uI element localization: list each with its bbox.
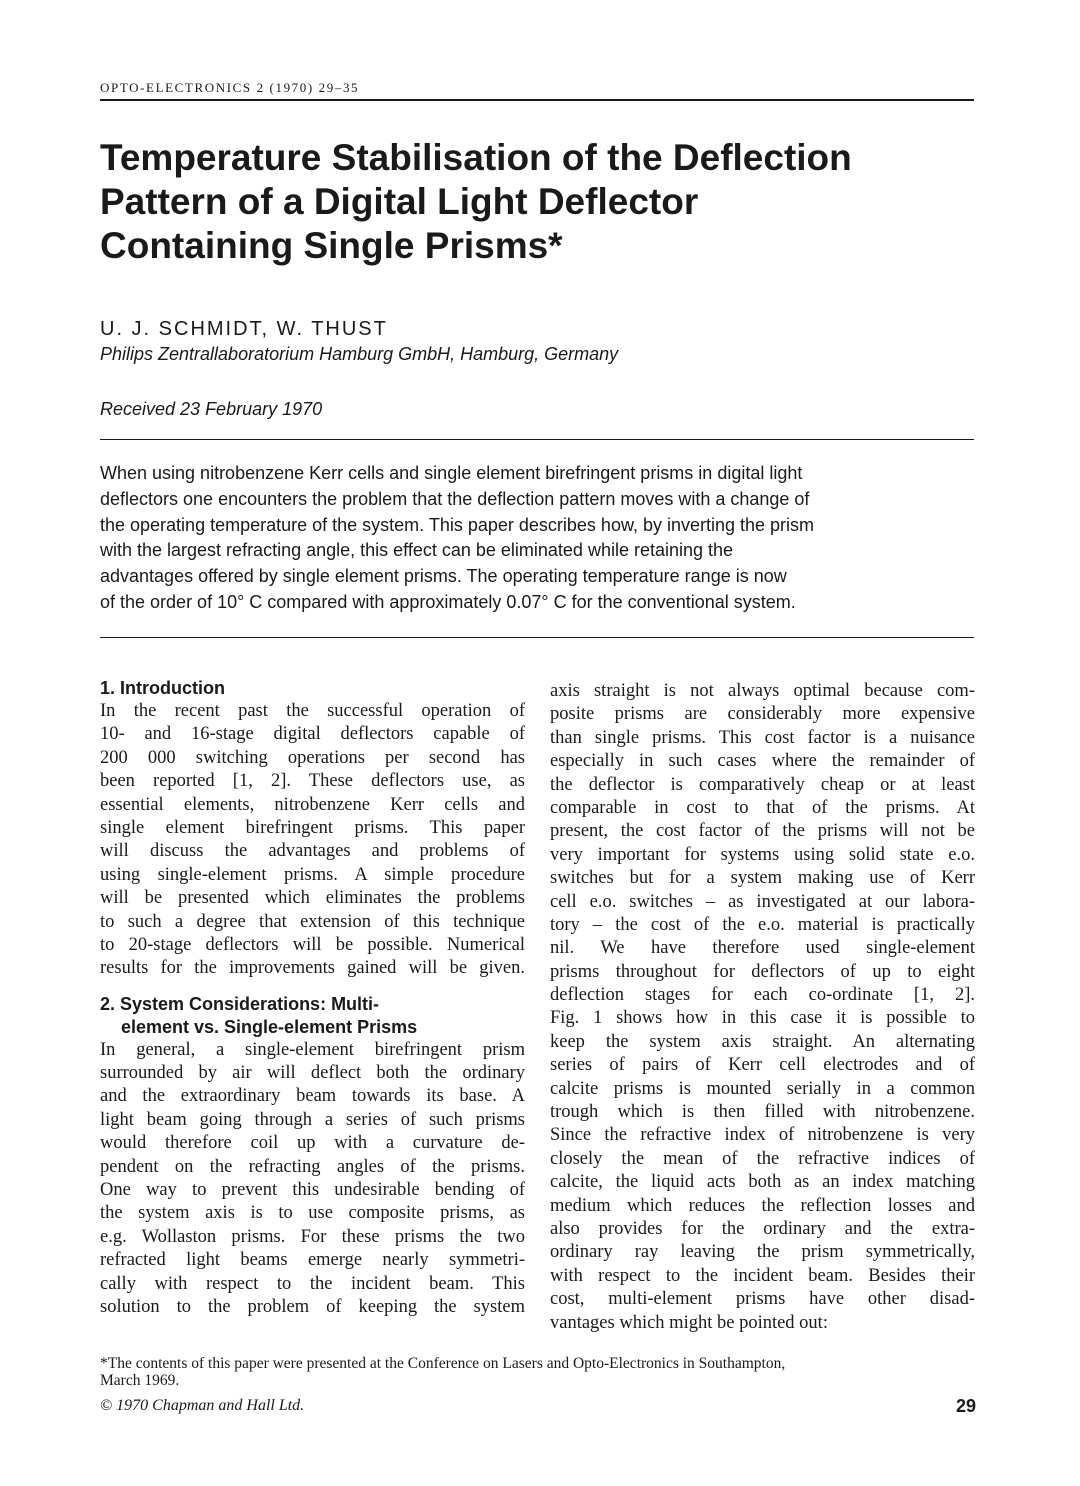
body-line: One way to prevent this undesirable bending of — [100, 1180, 525, 1201]
body-line: to 20-stage deflectors will be possible. Numerical — [100, 934, 525, 955]
body-line: medium which reduces the reflection losses and — [550, 1195, 975, 1216]
footnote-line: March 1969. — [100, 1372, 180, 1389]
paper-title — [100, 136, 1000, 268]
section-1-heading — [100, 677, 525, 700]
right-column — [550, 680, 975, 1335]
abstract-line: When using nitrobenzene Kerr cells and single element birefringent prisms in digital light — [100, 463, 803, 483]
body-line: results for the improvements gained will be given. — [100, 958, 525, 979]
affiliation: Philips Zentrallaboratorium Hamburg GmbH, Hamburg, Germany — [100, 344, 619, 364]
body-line: vantages which might be pointed out: — [550, 1312, 828, 1333]
body-line: surrounded by air will deflect both the ordinary — [100, 1063, 525, 1084]
body-line: refracted light beams emerge nearly symmetri- — [100, 1250, 525, 1271]
body-line: Fig. 1 shows how in this case it is possible to — [550, 1008, 975, 1029]
body-line: will discuss the advantages and problems of — [100, 841, 525, 862]
body-line: cell e.o. switches – as investigated at our labora- — [550, 891, 975, 912]
body-line: the deflector is comparatively cheap or at least — [550, 774, 975, 795]
body-line: to such a degree that extension of this technique — [100, 911, 525, 932]
section-heading-text: 1. Introduction — [100, 678, 225, 698]
abstract-bottom-rule — [100, 637, 974, 638]
body-line: nil. We have therefore used single-element — [550, 938, 975, 959]
body-line: single element birefringent prisms. This paper — [100, 817, 525, 838]
body-line: cost, multi-element prisms have other disad- — [550, 1289, 975, 1310]
body-line: pendent on the refracting angles of the prisms. — [100, 1156, 525, 1177]
body-line: been reported [1, 2]. These deflectors use, as — [100, 771, 525, 792]
body-line: essential elements, nitrobenzene Kerr cells and — [100, 794, 525, 815]
body-line: e.g. Wollaston prisms. For these prisms the two — [100, 1226, 525, 1247]
section-gap — [100, 981, 525, 993]
body-line: and the extraordinary beam towards its base. A — [100, 1086, 525, 1107]
body-line: Since the refractive index of nitrobenzene is very — [550, 1125, 975, 1146]
footnote — [100, 1355, 980, 1389]
section-heading-text: element vs. Single-element Prisms — [121, 1016, 418, 1037]
body-line: prisms throughout for deflectors of up to eight — [550, 961, 975, 982]
body-line: calcite prisms is mounted serially in a common — [550, 1078, 975, 1099]
section-2-body — [100, 1039, 525, 1320]
page-number: 29 — [955, 1396, 976, 1416]
journal-header: OPTO-ELECTRONICS 2 (1970) 29–35 — [100, 80, 360, 95]
body-line: calcite, the liquid acts both as an index matching — [550, 1172, 975, 1193]
header-rule — [100, 99, 974, 101]
body-line: cally with respect to the incident beam. This — [100, 1273, 525, 1294]
body-line: than single prisms. This cost factor is a nuisance — [550, 727, 975, 748]
body-line: especially in such cases where the remainder of — [550, 751, 975, 772]
section-1-body — [100, 700, 525, 981]
body-line: very important for systems using solid state e.o. — [550, 844, 975, 865]
body-line: deflection stages for each co-ordinate [1, 2]. — [550, 985, 975, 1006]
body-line: the system axis is to use composite prisms, as — [100, 1203, 525, 1224]
authors: U. J. SCHMIDT, W. THUST — [100, 318, 388, 340]
body-line: In the recent past the successful operation of — [100, 701, 525, 721]
copyright: © 1970 Chapman and Hall Ltd. — [100, 1397, 305, 1414]
title-line: Pattern of a Digital Light Deflector — [100, 181, 699, 222]
body-line: In general, a single-element birefringent prism — [100, 1039, 525, 1060]
title-line: Containing Single Prisms* — [100, 225, 563, 266]
body-line: tory – the cost of the e.o. material is practically — [550, 914, 975, 935]
body-line: axis straight is not always optimal because com- — [550, 681, 975, 701]
body-line: posite prisms are considerably more expensive — [550, 704, 975, 725]
body-line: switches but for a system making use of Kerr — [550, 868, 975, 889]
abstract-line: advantages offered by single element prisms. The operating temperature range is now — [100, 566, 787, 587]
body-line: closely the mean of the refractive indices of — [550, 1148, 975, 1169]
abstract-line: of the order of 10° C compared with approximately 0.07° C for the conventional system. — [100, 591, 796, 612]
body-line: also provides for the ordinary and the extra- — [550, 1218, 975, 1239]
body-line: solution to the problem of keeping the system — [100, 1296, 525, 1317]
section-heading-text: 2. System Considerations: Multi- — [100, 993, 380, 1014]
body-line: would therefore coil up with a curvature de- — [100, 1133, 525, 1154]
abstract-line: with the largest refracting angle, this effect can be eliminated while retaining the — [100, 540, 734, 561]
section-2-heading — [100, 993, 525, 1039]
footnote-line: *The contents of this paper were presented at the Conference on Lasers and Opto-Electronics in Southampton, — [100, 1355, 786, 1372]
abstract-line: deflectors one encounters the problem that the deflection pattern moves with a change of — [100, 488, 810, 509]
title-line: Temperature Stabilisation of the Deflection — [100, 137, 852, 178]
body-line: 10- and 16-stage digital deflectors capable of — [100, 724, 525, 745]
body-line: using single-element prisms. A simple procedure — [100, 864, 525, 885]
left-column — [100, 677, 525, 1319]
received-date: Received 23 February 1970 — [100, 399, 323, 419]
body-line: 200 000 switching operations per second has — [100, 747, 525, 768]
body-line: light beam going through a series of such prisms — [100, 1109, 525, 1130]
abstract — [100, 461, 980, 616]
body-line: series of pairs of Kerr cell electrodes and of — [550, 1055, 975, 1076]
body-line: ordinary ray leaving the prism symmetrically, — [550, 1242, 975, 1263]
body-line: will be presented which eliminates the problems — [100, 888, 525, 909]
body-line: keep the system axis straight. An alternating — [550, 1031, 975, 1052]
abstract-line: the operating temperature of the system. This paper describes how, by inverting the prism — [100, 514, 815, 535]
abstract-top-rule — [100, 439, 974, 440]
body-line: with respect to the incident beam. Besides their — [550, 1265, 975, 1286]
body-line: trough which is then filled with nitrobenzene. — [550, 1102, 975, 1123]
body-line: present, the cost factor of the prisms will not be — [550, 821, 975, 842]
body-line: comparable in cost to that of the prisms. At — [550, 797, 975, 818]
